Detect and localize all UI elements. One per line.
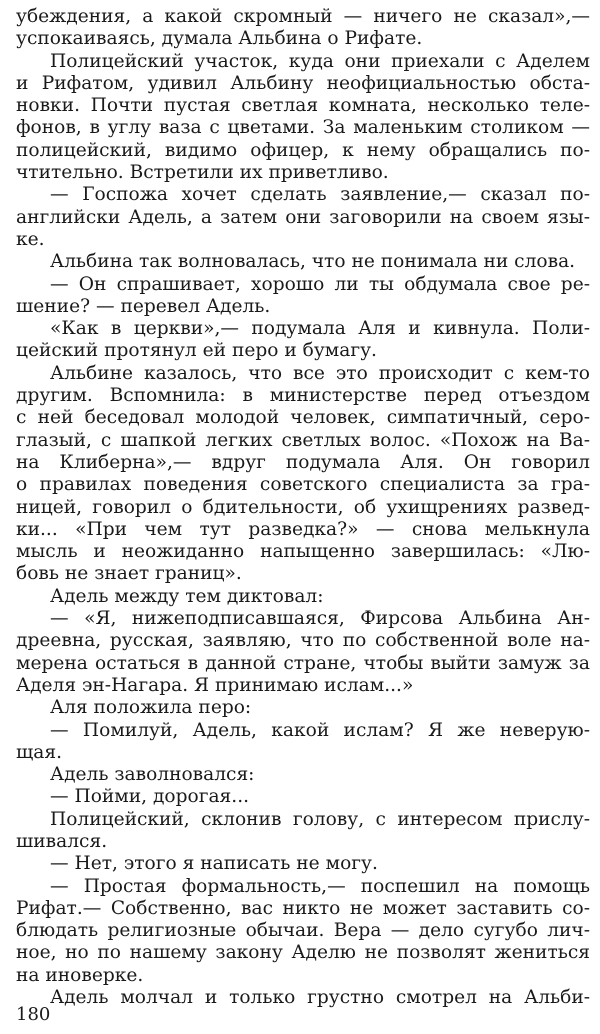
text-line: и Рифатом, удивил Альбину неофициальностью обста- [16, 72, 590, 94]
text-line: фонов, в углу ваза с цветами. За маленьким столиком — [16, 117, 590, 139]
text-line: Адель молчал и только грустно смотрел на Альби- [50, 987, 590, 1009]
text-line: ки... «При чем тут разведка?» — снова мелькнула [16, 518, 590, 540]
page-number: 180 [16, 1004, 51, 1025]
text-line: Полицейский участок, куда они приехали с Аделем [50, 50, 590, 72]
text-line: — «Я, нижеподписавшаяся, Фирсова Альбина Ан- [50, 608, 590, 630]
text-line: — Он спрашивает, хорошо ли ты обдумала свое ре- [50, 273, 590, 295]
text-line: ке. [16, 228, 45, 250]
text-line: — Помилуй, Адель, какой ислам? Я же неверую- [50, 719, 590, 741]
text-line: на иноверке. [16, 964, 144, 986]
text-line: — Пойми, дорогая... [50, 786, 250, 808]
text-line: шение? — перевел Адель. [16, 295, 271, 317]
text-line: — Простая формальность,— поспешил на помощь [50, 875, 590, 897]
text-line: ницей, говорил о бдительности, об ухищрениях развед- [16, 496, 590, 518]
text-line: с ней беседовал молодой человек, симпатичный, серо- [16, 407, 590, 429]
text-line: цейский протянул ей перо и бумагу. [16, 340, 377, 362]
text-line: английски Адель, а затем они заговорили на своем язы- [16, 206, 590, 228]
text-line: ное, но по нашему закону Аделю не позволят жениться [16, 942, 590, 964]
text-line: щая. [16, 741, 63, 763]
text-line: Адель заволновался: [50, 764, 255, 786]
text-line: «Как в церкви»,— подумала Аля и кивнула. Поли- [50, 318, 590, 340]
text-line: чтительно. Встретили их приветливо. [16, 162, 389, 184]
text-line: другим. Вспомнила: в министерстве перед отъездом [16, 385, 590, 407]
text-line: Альбина так волновалась, что не понимала ни слова. [50, 251, 576, 273]
text-line: новки. Почти пустая светлая комната, несколько теле- [16, 95, 590, 117]
text-line: Альбине казалось, что все это происходит с кем-то [50, 362, 590, 384]
text-line: на Клиберна»,— вдруг подумала Аля. Он говорил [16, 451, 590, 473]
book-page-text [16, 6, 590, 1009]
text-line: Полицейский, склонив голову, с интересом прислу- [50, 808, 590, 830]
text-line: полицейский, видимо офицер, к нему обращались по- [16, 139, 590, 161]
text-line: мерена остаться в данной стране, чтобы выйти замуж за [16, 652, 590, 674]
text-line: бовь не знает границ». [16, 563, 242, 585]
text-line: о правилах поведения советского специалиста за гра- [16, 474, 590, 496]
text-line: Аля положила перо: [50, 697, 252, 719]
text-line: Рифат.— Собственно, вас никто не может заставить со- [16, 897, 590, 919]
text-line: убеждения, а какой скромный — ничего не сказал»,— [16, 6, 590, 27]
text-line: мысль и неожиданно напыщенно завершилась: «Лю- [16, 541, 590, 563]
text-line: Адель между тем диктовал: [50, 585, 324, 607]
text-line: дреевна, русская, заявляю, что по собственной воле на- [16, 630, 590, 652]
text-line: — Госпожа хочет сделать заявление,— сказал по- [50, 184, 590, 206]
text-line: — Нет, этого я написать не могу. [50, 853, 378, 875]
text-line: блюдать религиозные обычаи. Вера — дело сугубо лич- [16, 920, 590, 942]
text-line: шивался. [16, 830, 108, 852]
text-line: Аделя эн-Нагара. Я принимаю ислам...» [16, 674, 414, 696]
text-line: успокаиваясь, думала Альбина о Рифате. [16, 28, 423, 50]
text-line: глазый, с шапкой легких светлых волос. «Похож на Ва- [16, 429, 590, 451]
